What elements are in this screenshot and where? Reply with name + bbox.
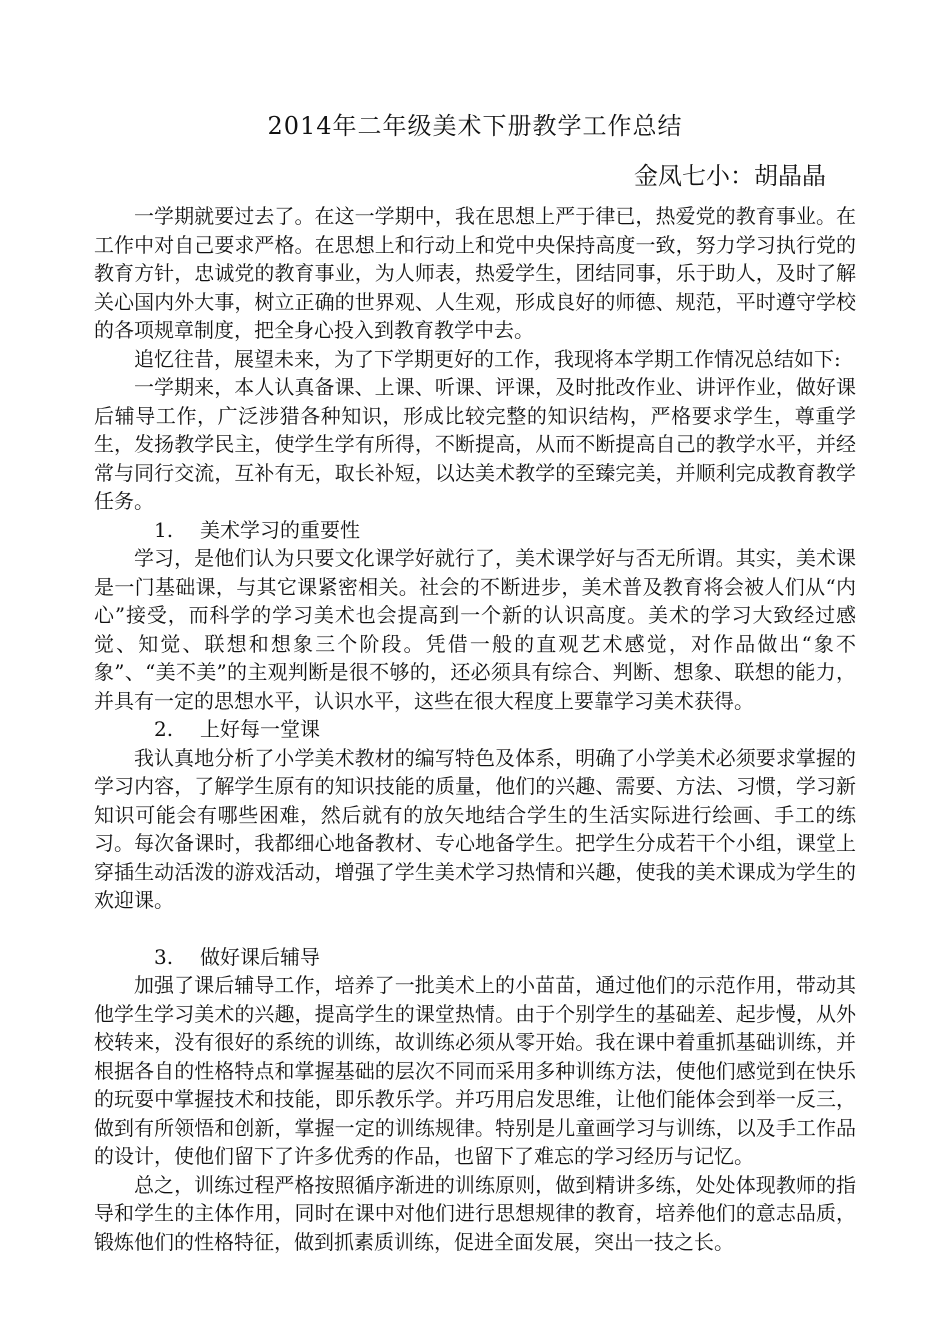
intro-paragraph: 一学期就要过去了。在这一学期中，我在思想上严于律已，热爱党的教育事业。在工作中对自己要求严格。在思想上和行动上和党中央保持高度一致，努力学习执行党的教育方针，忠诚党的教育事业，为人师表，热爱学生，团结同事，乐于助人，及时了解关心国内外大事，树立正确的世界观、人生观，形成良好的师德、规范，平时遵守学校的各项规章制度，把全身心投入到教育教学中去。 xyxy=(94,204,856,342)
document-page xyxy=(94,108,856,1256)
section-paragraph: 我认真地分析了小学美术教材的编写特色及体系，明确了小学美术必须要求掌握的学习内容，了解学生原有的知识技能的质量，他们的兴趣、需要、方法、习惯，学习新知识可能会有哪些困难，然后就有的放矢地结合学生的生活实际进行绘画、手工的练习。每次备课时，我都细心地备教材、专心地备学生。把学生分成若干个小组，课堂上穿插生动活泼的游戏活动，增强了学生美术学习热情和兴趣，使我的美术课成为学生的欢迎课。 xyxy=(94,745,856,912)
intro-paragraph: 追忆往昔，展望未来，为了下学期更好的工作，我现将本学期工作情况总结如下: xyxy=(134,346,841,371)
section-paragraph: 总之，训练过程严格按照循序渐进的训练原则，做到精讲多练，处处体现教师的指导和学生的主体作用，同时在课中对他们进行思想规律的教育，培养他们的意志品质，锻炼他们的性格特征，做到抓素质训练，促进全面发展，突出一技之长。 xyxy=(94,1172,856,1254)
blank-line xyxy=(94,915,856,943)
intro-paragraph: 一学期来，本人认真备课、上课、听课、评课，及时批改作业、讲评作业，做好课后辅导工作，广泛涉猎各种知识，形成比较完整的知识结构，严格要求学生，尊重学生，发扬教学民主，使学生学有所得，不断提高，从而不断提高自己的教学水平，并经常与同行交流，互补有无，取长补短，以达美术教学的至臻完美，并顺利完成教育教学任务。 xyxy=(94,375,856,513)
section-heading xyxy=(94,715,856,744)
section-heading xyxy=(94,516,856,545)
section-number: 3. xyxy=(154,944,174,969)
section-title: 做好课后辅导 xyxy=(200,944,320,969)
section-number: 1. xyxy=(154,517,174,542)
section-heading xyxy=(94,943,856,972)
section-title: 上好每一堂课 xyxy=(200,717,320,741)
section-number: 2. xyxy=(154,717,174,741)
document-title: 2014年二年级美术下册教学工作总结 xyxy=(267,112,683,140)
section-title: 美术学习的重要性 xyxy=(200,517,360,542)
section-paragraph: 加强了课后辅导工作，培养了一批美术上的小苗苗，通过他们的示范作用，带动其他学生学习美术的兴趣，提高学生的课堂热情。由于个别学生的基础差、起步慢，从外校转来，没有很好的系统的训练，故训练必须从零开始。我在课中着重抓基础训练，并根据各自的性格特点和掌握基础的层次不同而采用多种训练方法，使他们感觉到在快乐的玩耍中掌握技术和技能，即乐教乐学。并巧用启发思维，让他们能体会到举一反三，做到有所领悟和创新，掌握一定的训练规律。特别是儿童画学习与训练，以及手工作品的设计，使他们留下了许多优秀的作品，也留下了难忘的学习经历与记忆。 xyxy=(94,973,856,1168)
author-line: 金凤七小：胡晶晶 xyxy=(634,162,826,190)
section-paragraph: 学习，是他们认为只要文化课学好就行了，美术课学好与否无所谓。其实，美术课是一门基础课，与其它课紧密相关。社会的不断进步，美术普及教育将会被人们从“内心”接受，而科学的学习美术也会提高到一个新的认识高度。美术的学习大致经过感觉、知觉、联想和想象三个阶段。凭借一般的直观艺术感觉，对作品做出“象不象”、“美不美”的主观判断是很不够的，还必须具有综合、判断、想象、联想的能力，并具有一定的思想水平，认识水平，这些在很大程度上要靠学习美术获得。 xyxy=(94,546,856,713)
